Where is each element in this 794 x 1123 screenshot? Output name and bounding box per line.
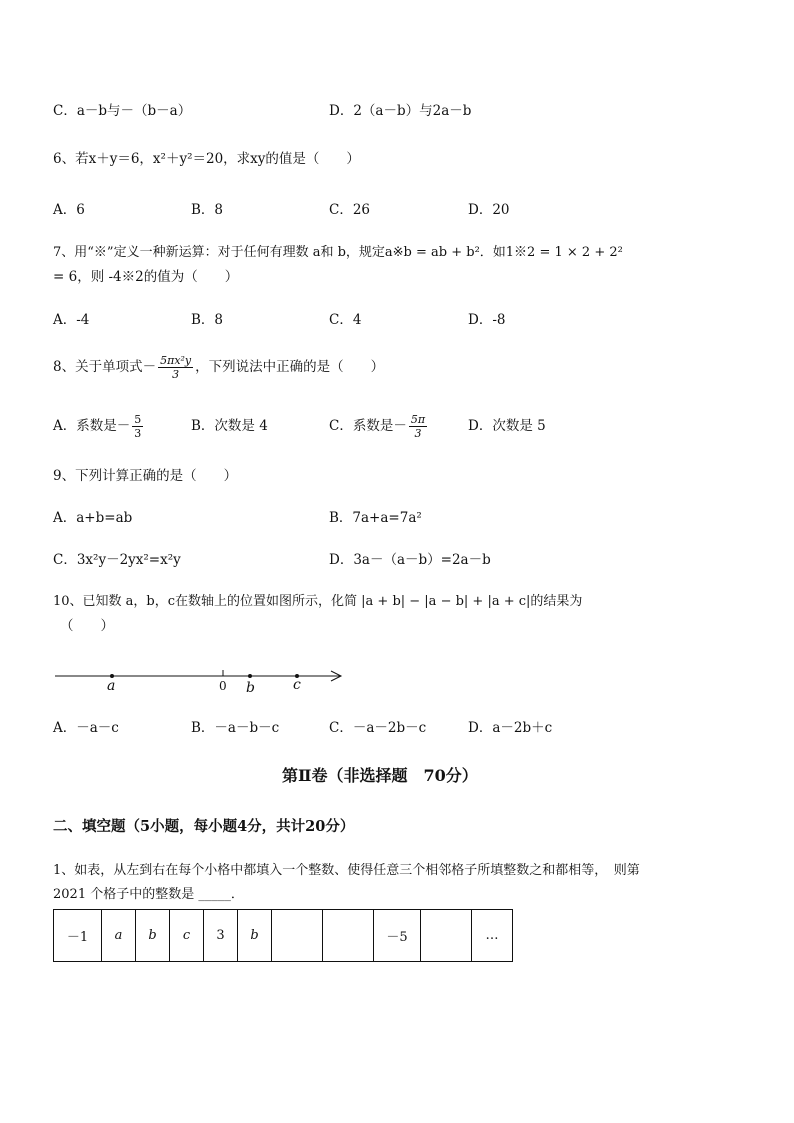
q9-option-d: D．3a－（a－b）=2a－b [329, 552, 491, 568]
q8-stem-fraction-numerator: 5πx²y [160, 354, 192, 367]
q6-option-d: D．20 [468, 202, 510, 218]
q8-option-c-numerator: 5π [410, 413, 426, 426]
fill1-grid-table [53, 909, 513, 962]
point-b [248, 674, 252, 678]
q8-option-a-pre: A．系数是－ [53, 418, 131, 434]
q5-option-d: D．2（a－b）与2a－b [329, 103, 472, 119]
q7-option-d: D．-8 [468, 312, 506, 328]
q10-stem-line2: （ ） [60, 618, 114, 634]
q8-stem-pre: 8、关于单项式－ [53, 359, 157, 375]
table-row [54, 910, 513, 962]
q8-option-a-numerator: 5 [134, 413, 142, 426]
grid-cell-5: 3 [204, 910, 238, 962]
axis-label-b: b [246, 680, 255, 696]
grid-cell-8 [323, 910, 374, 962]
grid-cell-9: －5 [374, 910, 421, 962]
grid-cell-10 [421, 910, 472, 962]
q9-option-c: C．3x²y－2yx²=x²y [53, 552, 181, 568]
q8-option-c-denominator: 3 [414, 427, 422, 440]
fill1-stem-line2: 2021 个格子中的整数是 _____． [53, 887, 244, 902]
q8-option-d: D．次数是 5 [468, 418, 546, 434]
q7-option-a: A．-4 [53, 312, 90, 328]
q9-stem: 9、下列计算正确的是（ ） [53, 468, 238, 484]
grid-cell-6: b [238, 910, 272, 962]
q5-option-c: C．a－b与－（b－a） [53, 103, 192, 119]
q7-option-b: B．8 [191, 312, 224, 328]
q6-option-b: B．8 [191, 202, 224, 218]
grid-cell-2: a [102, 910, 136, 962]
q10-stem-line1: 10、已知数 a，b，c在数轴上的位置如图所示，化简 |a + b| − |a − b| + |a + c|的结果为 [53, 594, 583, 609]
axis-label-0: 0 [219, 679, 227, 693]
grid-cell-7 [272, 910, 323, 962]
q6-option-c: C．26 [329, 202, 371, 218]
q8-option-b: B．次数是 4 [191, 418, 268, 434]
q7-stem-line1: 7、用“※”定义一种新运算：对于任何有理数 a和 b，规定a※b = ab + b²．如1※2 = 1 × 2 + 2² [53, 245, 623, 260]
grid-cell-1: －1 [54, 910, 102, 962]
q9-option-b: B．7a+a=7a² [329, 510, 422, 526]
q8-stem-fraction-denominator: 3 [172, 368, 180, 381]
q6-stem: 6、若x＋y＝6，x²＋y²＝20，求xy的值是（ ） [53, 151, 360, 167]
q10-option-d: D．a－2b＋c [468, 720, 553, 736]
q8-option-c-pre: C．系数是－ [329, 418, 407, 434]
q10-option-b: B．－a－b－c [191, 720, 280, 736]
q9-option-a: A．a+b=ab [53, 510, 133, 526]
grid-cell-3: b [136, 910, 170, 962]
grid-cell-4: c [170, 910, 204, 962]
part2-title: 第Ⅱ卷（非选择题 70分） [282, 766, 478, 785]
q10-option-c: C．－a－2b－c [329, 720, 427, 736]
q7-stem-line2: = 6，则 -4※2的值为（ ） [53, 269, 239, 285]
axis-label-c: c [293, 677, 301, 693]
section2-title: 二、填空题（5小题，每小题4分，共计20分） [53, 818, 355, 835]
q10-option-a: A．－a－c [53, 720, 119, 736]
q8-stem-post: ，下列说法中正确的是（ ） [195, 359, 385, 375]
q8-option-a-denominator: 3 [134, 427, 142, 440]
q6-option-a: A．6 [53, 202, 85, 218]
grid-cell-11: … [472, 910, 513, 962]
q7-option-c: C．4 [329, 312, 362, 328]
fill1-stem-line1: 1、如表，从左到右在每个小格中都填入一个整数、使得任意三个相邻格子所填整数之和都相等， 则第 [53, 863, 640, 878]
axis-label-a: a [107, 678, 116, 694]
